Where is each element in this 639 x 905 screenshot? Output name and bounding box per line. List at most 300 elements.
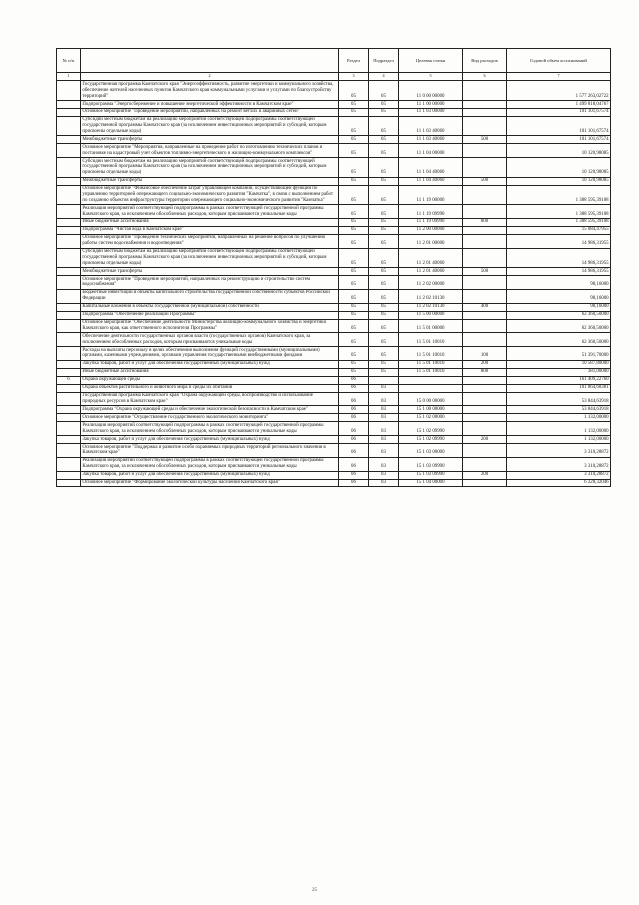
- row-celevaya: 11 1 03 40060: [399, 116, 463, 136]
- header-vid: Вид расходов: [463, 49, 507, 73]
- row-podrazdel: 03: [369, 444, 399, 458]
- row-vid: [463, 392, 507, 406]
- row-amount: 1 388 595,39108: [507, 185, 611, 205]
- table-header-row: [57, 49, 611, 73]
- table-row: [57, 319, 611, 333]
- row-amount: 62 360,50000: [507, 333, 611, 347]
- row-vid: [463, 479, 507, 487]
- row-podrazdel: 05: [369, 136, 399, 144]
- row-number: [57, 303, 81, 311]
- row-amount: 1 388 595,39108: [507, 218, 611, 226]
- row-razdel: 05: [339, 108, 369, 116]
- row-number: [57, 234, 81, 248]
- row-razdel: 05: [339, 234, 369, 248]
- table-row: [57, 226, 611, 234]
- header-podrazdel: Подраздел: [369, 49, 399, 73]
- row-amount: 14 986,31955: [507, 268, 611, 276]
- row-razdel: 05: [339, 81, 369, 101]
- row-amount: 1 132,00000: [507, 414, 611, 422]
- row-amount: 1 132,00000: [507, 422, 611, 436]
- row-podrazdel: 03: [369, 384, 399, 392]
- row-vid: [463, 81, 507, 101]
- index-cell: 7: [507, 73, 611, 81]
- row-podrazdel: 05: [369, 108, 399, 116]
- row-amount: 3 310,28872: [507, 471, 611, 479]
- row-number: [57, 384, 81, 392]
- row-number: [57, 360, 81, 368]
- row-amount: 10 120,98085: [507, 158, 611, 178]
- row-podrazdel: 05: [369, 234, 399, 248]
- row-celevaya: 15 1 02 00000: [399, 414, 463, 422]
- row-razdel: 05: [339, 248, 369, 268]
- row-vid: [463, 234, 507, 248]
- row-description: Расходы на выплаты персоналу в целях обеспечения выполнения функций государственными (муниципальными) органами, казенными учреждениями, органами управления государственными внебюджетными фондами: [81, 347, 339, 361]
- row-number: [57, 100, 81, 108]
- row-razdel: 06: [339, 406, 369, 414]
- row-vid: [463, 457, 507, 471]
- row-podrazdel: 05: [369, 248, 399, 268]
- row-celevaya: 11 1 03 00000: [399, 108, 463, 116]
- row-podrazdel: 05: [369, 289, 399, 303]
- table-row: [57, 218, 611, 226]
- row-celevaya: 11 1 04 40060: [399, 158, 463, 178]
- row-vid: [463, 414, 507, 422]
- row-vid: [463, 311, 507, 319]
- table-row: [57, 116, 611, 136]
- table-row: [57, 268, 611, 276]
- row-podrazdel: 05: [369, 268, 399, 276]
- table-row: [57, 185, 611, 205]
- row-podrazdel: 03: [369, 471, 399, 479]
- row-podrazdel: 03: [369, 422, 399, 436]
- row-celevaya: 11 2 01 00000: [399, 234, 463, 248]
- row-celevaya: 11 5 01 00000: [399, 319, 463, 333]
- row-vid: 200: [463, 471, 507, 479]
- row-number: [57, 116, 81, 136]
- table-row: [57, 333, 611, 347]
- row-number: [57, 289, 81, 303]
- row-amount: 1 499 818,04767: [507, 100, 611, 108]
- header-razdel: Раздел: [339, 49, 369, 73]
- row-amount: 101 101,67574: [507, 136, 611, 144]
- row-vid: [463, 108, 507, 116]
- table-row: [57, 406, 611, 414]
- table-row: [57, 479, 611, 487]
- row-celevaya: 15 1 00 00000: [399, 406, 463, 414]
- row-razdel: 05: [339, 276, 369, 290]
- row-razdel: 05: [339, 205, 369, 219]
- row-description: Основное мероприятие "Обеспечение деятельности Министерства жилищно-коммунального хозяйства и энергетики Камчатского края, как ответственного исполнителя Программы": [81, 319, 339, 333]
- row-celevaya: 11 0 00 00000: [399, 81, 463, 101]
- row-razdel: 06: [339, 422, 369, 436]
- row-amount: 14 986,31955: [507, 248, 611, 268]
- row-razdel: 05: [339, 360, 369, 368]
- row-razdel: 06: [339, 479, 369, 487]
- row-vid: [463, 444, 507, 458]
- table-row: [57, 368, 611, 376]
- row-podrazdel: 05: [369, 177, 399, 185]
- row-vid: [463, 226, 507, 234]
- row-number: [57, 185, 81, 205]
- row-amount: 1 577 263,02722: [507, 81, 611, 101]
- row-description: Бюджетные инвестиции в объекты капитального строительства государственной собственности субъектов Российской Федерации: [81, 289, 339, 303]
- row-vid: [463, 100, 507, 108]
- row-celevaya: 11 2 02 10130: [399, 303, 463, 311]
- table-row: [57, 311, 611, 319]
- row-description: Межбюджетные трансферты: [81, 268, 339, 276]
- row-description: Охрана объектов растительного и животного мира и среды их обитания: [81, 384, 339, 392]
- row-number: [57, 276, 81, 290]
- row-podrazdel: 05: [369, 185, 399, 205]
- row-razdel: 05: [339, 100, 369, 108]
- row-podrazdel: 05: [369, 319, 399, 333]
- header-amount: Годовой объем ассигнований: [507, 49, 611, 73]
- row-amount: 98,16000: [507, 303, 611, 311]
- row-amount: 62 360,50000: [507, 311, 611, 319]
- row-vid: [463, 185, 507, 205]
- row-amount: 98,16000: [507, 289, 611, 303]
- row-description: Иные бюджетные ассигнования: [81, 218, 339, 226]
- table-row: [57, 303, 611, 311]
- table-row: [57, 376, 611, 384]
- row-number: [57, 368, 81, 376]
- header-name: [81, 49, 339, 73]
- row-vid: [463, 158, 507, 178]
- row-number: [57, 158, 81, 178]
- row-amount: 101 101,67574: [507, 108, 611, 116]
- row-podrazdel: 05: [369, 368, 399, 376]
- table-row: [57, 444, 611, 458]
- row-description: Закупка товаров, работ и услуг для обеспечения государственных (муниципальных) нужд: [81, 436, 339, 444]
- row-vid: 400: [463, 303, 507, 311]
- row-razdel: 05: [339, 319, 369, 333]
- row-vid: [463, 205, 507, 219]
- table-row: [57, 436, 611, 444]
- table-row: [57, 248, 611, 268]
- row-vid: 100: [463, 347, 507, 361]
- row-celevaya: 11 1 00 00000: [399, 100, 463, 108]
- row-razdel: 05: [339, 333, 369, 347]
- row-podrazdel: 05: [369, 311, 399, 319]
- row-description: Субсидии местным бюджетам на реализацию мероприятий соответствующей подпрограммы соответствующей государственной программы Камчатского края (за исключением инвестиционных мероприятий и субсидий, которым присвоены отдельные коды): [81, 116, 339, 136]
- row-number: [57, 479, 81, 487]
- row-podrazdel: [369, 376, 399, 384]
- table-row: [57, 384, 611, 392]
- row-description: Подпрограмма "Энергосбережение и повышение энергетической эффективности в Камчатском крае": [81, 100, 339, 108]
- row-description: Подпрограмма "Обеспечение реализации Программы": [81, 311, 339, 319]
- row-number: [57, 311, 81, 319]
- row-podrazdel: 05: [369, 276, 399, 290]
- row-description: Основное мероприятие "Проведение технических мероприятий, направленных на решение вопросов по улучшению работы систем водоснабжения и водоотведения": [81, 234, 339, 248]
- row-celevaya: 11 5 01 10010: [399, 368, 463, 376]
- row-amount: 10 587,80000: [507, 360, 611, 368]
- row-description: Подпрограмма "Чистая вода в Камчатском крае": [81, 226, 339, 234]
- row-razdel: 06: [339, 436, 369, 444]
- row-podrazdel: 05: [369, 100, 399, 108]
- row-celevaya: 11 5 01 10010: [399, 347, 463, 361]
- row-podrazdel: 05: [369, 205, 399, 219]
- row-number: [57, 268, 81, 276]
- row-description: Иные бюджетные ассигнования: [81, 368, 339, 376]
- row-razdel: 06: [339, 384, 369, 392]
- row-description: Реализация мероприятий соответствующей подпрограммы в рамках соответствующей государственной программы Камчатского края, за исключением обособленных расходов, которым присваиваются уникальные коды: [81, 457, 339, 471]
- row-celevaya: 15 1 03 09990: [399, 471, 463, 479]
- row-amount: 3 310,28872: [507, 444, 611, 458]
- row-amount: 161 409,22760: [507, 376, 611, 384]
- row-description: Обеспечение деятельности государственных органов власти (государственных органов) Камчатского края, за исключением обособленных расходов, которым присваиваются уникальные коды: [81, 333, 339, 347]
- row-number: [57, 226, 81, 234]
- row-amount: 62 360,50000: [507, 319, 611, 333]
- row-razdel: 05: [339, 226, 369, 234]
- row-razdel: 05: [339, 289, 369, 303]
- row-celevaya: 11 1 19 09990: [399, 205, 463, 219]
- row-podrazdel: 05: [369, 360, 399, 368]
- row-razdel: 05: [339, 185, 369, 205]
- header-celevaya: Целевая статья: [399, 49, 463, 73]
- row-podrazdel: 05: [369, 218, 399, 226]
- row-amount: 98,16000: [507, 276, 611, 290]
- row-amount: 101 101,67574: [507, 116, 611, 136]
- row-celevaya: 15 1 02 09990: [399, 436, 463, 444]
- row-vid: [463, 116, 507, 136]
- row-vid: [463, 144, 507, 158]
- row-vid: [463, 384, 507, 392]
- row-vid: [463, 422, 507, 436]
- row-podrazdel: 03: [369, 436, 399, 444]
- index-cell: 2: [81, 73, 339, 81]
- table-row: [57, 347, 611, 361]
- row-description: Капитальные вложения в объекты государственной (муниципальной) собственности: [81, 303, 339, 311]
- row-razdel: 06: [339, 457, 369, 471]
- row-vid: [463, 289, 507, 303]
- row-number: [57, 108, 81, 116]
- row-amount: 1 388 595,39108: [507, 205, 611, 219]
- row-description: Реализация мероприятий соответствующей подпрограммы в рамках соответствующей государственной программы Камчатского края, за исключением обособленных расходов, которым присваиваются уникальные коды: [81, 422, 339, 436]
- table-body: [57, 81, 611, 487]
- row-podrazdel: 05: [369, 303, 399, 311]
- row-description: Реализация мероприятий соответствующей подпрограммы в рамках соответствующей государственной программы Камчатского края, за исключением обособленных расходов, которым присваиваются уникальные коды: [81, 205, 339, 219]
- index-cell: 4: [369, 73, 399, 81]
- row-description: Субсидии местным бюджетам на реализацию мероприятий соответствующей подпрограммы соответствующей государственной программы Камчатского края (за исключением инвестиционных мероприятий и субсидий, которым присвоены отдельные коды): [81, 158, 339, 178]
- row-description: Основное мероприятие "Поддержка и развитие особо охраняемых природных территорий регионального значения в Камчатском крае": [81, 444, 339, 458]
- index-cell: 3: [339, 73, 369, 81]
- row-number: [57, 471, 81, 479]
- row-vid: [463, 333, 507, 347]
- row-celevaya: 11 5 00 00000: [399, 311, 463, 319]
- row-amount: 15 084,47955: [507, 226, 611, 234]
- row-podrazdel: 05: [369, 158, 399, 178]
- table-row: [57, 234, 611, 248]
- row-number: [57, 457, 81, 471]
- row-number: [57, 422, 81, 436]
- row-description: Основное мероприятие "Мероприятия, направленные на проведение работ по изготовлению технических планов и постановке на кадастровый учет объектов топливно-энергетического и жилищно-коммунального комплексов": [81, 144, 339, 158]
- row-celevaya: 15 1 04 00000: [399, 479, 463, 487]
- row-celevaya: 11 5 01 10010: [399, 360, 463, 368]
- row-razdel: 06: [339, 471, 369, 479]
- row-number: [57, 177, 81, 185]
- row-razdel: 05: [339, 268, 369, 276]
- row-vid: 200: [463, 360, 507, 368]
- table-row: [57, 422, 611, 436]
- row-razdel: 05: [339, 218, 369, 226]
- row-number: [57, 144, 81, 158]
- table-row: [57, 177, 611, 185]
- page-number: 25: [312, 888, 317, 893]
- table-row: [57, 144, 611, 158]
- row-number: [57, 436, 81, 444]
- row-vid: 500: [463, 268, 507, 276]
- index-cell: 5: [399, 73, 463, 81]
- row-number: [57, 319, 81, 333]
- row-celevaya: [399, 384, 463, 392]
- row-celevaya: 11 2 00 00000: [399, 226, 463, 234]
- row-number: [57, 347, 81, 361]
- row-description: Охрана окружающей среды: [81, 376, 339, 384]
- row-vid: 500: [463, 177, 507, 185]
- index-cell: 6: [463, 73, 507, 81]
- row-number: [57, 406, 81, 414]
- row-razdel: 06: [339, 414, 369, 422]
- row-podrazdel: 03: [369, 392, 399, 406]
- row-celevaya: 11 1 04 00000: [399, 144, 463, 158]
- row-podrazdel: 05: [369, 116, 399, 136]
- row-description: Закупка товаров, работ и услуг для обеспечения государственных (муниципальных) нужд: [81, 471, 339, 479]
- table-row: [57, 158, 611, 178]
- row-amount: 381,00000: [507, 368, 611, 376]
- row-number: [57, 444, 81, 458]
- row-podrazdel: 03: [369, 479, 399, 487]
- row-razdel: 06: [339, 444, 369, 458]
- row-razdel: 06: [339, 376, 369, 384]
- row-celevaya: 15 1 03 09990: [399, 457, 463, 471]
- row-podrazdel: 03: [369, 457, 399, 471]
- row-celevaya: 11 1 04 40060: [399, 177, 463, 185]
- row-description: Основное мероприятие "Финансовое обеспечение затрат управляющей компании, осуществляющей функции по управлению территорией опережающего социально-экономического развития "Камчатка", в связи с выполнением работ по созданию объектов инфраструктуры территории опережающего социально-экономического развития "Камчатка": [81, 185, 339, 205]
- row-razdel: 05: [339, 144, 369, 158]
- table-row: [57, 289, 611, 303]
- table-row: [57, 100, 611, 108]
- row-vid: 800: [463, 368, 507, 376]
- row-description: Субсидии местным бюджетам на реализацию мероприятий соответствующей подпрограммы соответствующей государственной программы Камчатского края (за исключением инвестиционных мероприятий и субсидий, которым присвоены отдельные коды): [81, 248, 339, 268]
- row-amount: 101 864,68381: [507, 384, 611, 392]
- row-celevaya: 15 1 03 00000: [399, 444, 463, 458]
- row-number: [57, 136, 81, 144]
- row-amount: 53 844,63918: [507, 406, 611, 414]
- table-row: [57, 276, 611, 290]
- row-number: [57, 248, 81, 268]
- row-amount: 51 391,70000: [507, 347, 611, 361]
- table-row: [57, 81, 611, 101]
- row-description: Основное мероприятие "Формирование экологической культуры населения Камчатского края": [81, 479, 339, 487]
- row-razdel: 05: [339, 311, 369, 319]
- row-razdel: 06: [339, 392, 369, 406]
- row-description: Подпрограмма "Охрана окружающей среды и обеспечение экологической безопасности в Камчатском крае": [81, 406, 339, 414]
- table-row: [57, 108, 611, 116]
- row-razdel: 05: [339, 116, 369, 136]
- row-number: 6: [57, 376, 81, 384]
- row-vid: 800: [463, 218, 507, 226]
- row-vid: [463, 376, 507, 384]
- index-cell: 1: [57, 73, 81, 81]
- row-celevaya: 11 2 02 00000: [399, 276, 463, 290]
- header-num: № п/п: [57, 49, 81, 73]
- row-podrazdel: 05: [369, 226, 399, 234]
- row-number: [57, 333, 81, 347]
- row-celevaya: 11 1 19 09990: [399, 218, 463, 226]
- row-number: [57, 392, 81, 406]
- table-row: [57, 471, 611, 479]
- table-row: [57, 392, 611, 406]
- row-description: Межбюджетные трансферты: [81, 177, 339, 185]
- row-vid: [463, 406, 507, 414]
- row-vid: [463, 248, 507, 268]
- row-razdel: 05: [339, 136, 369, 144]
- row-celevaya: 11 2 02 10130: [399, 289, 463, 303]
- row-celevaya: 11 5 01 10010: [399, 333, 463, 347]
- row-celevaya: 11 2 01 40060: [399, 268, 463, 276]
- row-razdel: 05: [339, 303, 369, 311]
- row-podrazdel: 03: [369, 406, 399, 414]
- budget-page: [56, 48, 610, 487]
- row-description: Основное мероприятие "Осуществление государственного экологического мониторинга": [81, 414, 339, 422]
- row-description: Государственная программа Камчатского края "Энергоэффективность, развитие энергетики и коммунального хозяйства, обеспечение жителей населенных пунктов Камчатского края коммунальными услугами и услугами по благоустройству территорий": [81, 81, 339, 101]
- row-number: [57, 81, 81, 101]
- row-razdel: 05: [339, 347, 369, 361]
- row-description: Межбюджетные трансферты: [81, 136, 339, 144]
- table-row: [57, 414, 611, 422]
- row-vid: [463, 276, 507, 290]
- table-row: [57, 136, 611, 144]
- row-celevaya: 15 0 00 00000: [399, 392, 463, 406]
- row-number: [57, 414, 81, 422]
- row-podrazdel: 05: [369, 81, 399, 101]
- row-celevaya: 11 2 01 40060: [399, 248, 463, 268]
- row-amount: 1 132,00000: [507, 436, 611, 444]
- row-amount: 3 310,28872: [507, 457, 611, 471]
- row-amount: 53 844,63918: [507, 392, 611, 406]
- row-amount: 6 228,32046: [507, 479, 611, 487]
- table-index-row: [57, 73, 611, 81]
- row-podrazdel: 05: [369, 333, 399, 347]
- row-podrazdel: 03: [369, 414, 399, 422]
- budget-table: [56, 48, 611, 487]
- row-celevaya: 11 1 03 40060: [399, 136, 463, 144]
- row-description: Государственная программа Камчатского края "Охрана окружающей среды, воспроизводство и использование природных ресурсов в Камчатском крае": [81, 392, 339, 406]
- table-row: [57, 205, 611, 219]
- row-vid: [463, 319, 507, 333]
- row-podrazdel: 05: [369, 347, 399, 361]
- row-description: Основное мероприятие "Проведение мероприятий, направленных на ремонт ветхих и аварийных сетей": [81, 108, 339, 116]
- row-number: [57, 205, 81, 219]
- row-description: Закупка товаров, работ и услуг для обеспечения государственных (муниципальных) нужд: [81, 360, 339, 368]
- table-row: [57, 360, 611, 368]
- row-number: [57, 218, 81, 226]
- row-amount: 10 120,98085: [507, 144, 611, 158]
- row-amount: 10 120,98085: [507, 177, 611, 185]
- table-row: [57, 457, 611, 471]
- row-celevaya: 11 1 19 00000: [399, 185, 463, 205]
- row-celevaya: [399, 376, 463, 384]
- row-description: Основное мероприятие "Проведение мероприятий, направленных на реконструкцию и строительство систем водоснабжения": [81, 276, 339, 290]
- row-vid: 200: [463, 436, 507, 444]
- row-amount: 14 986,31955: [507, 234, 611, 248]
- row-razdel: 05: [339, 177, 369, 185]
- row-vid: 500: [463, 136, 507, 144]
- row-celevaya: 15 1 02 09990: [399, 422, 463, 436]
- row-razdel: 05: [339, 158, 369, 178]
- row-podrazdel: 05: [369, 144, 399, 158]
- row-razdel: 05: [339, 368, 369, 376]
